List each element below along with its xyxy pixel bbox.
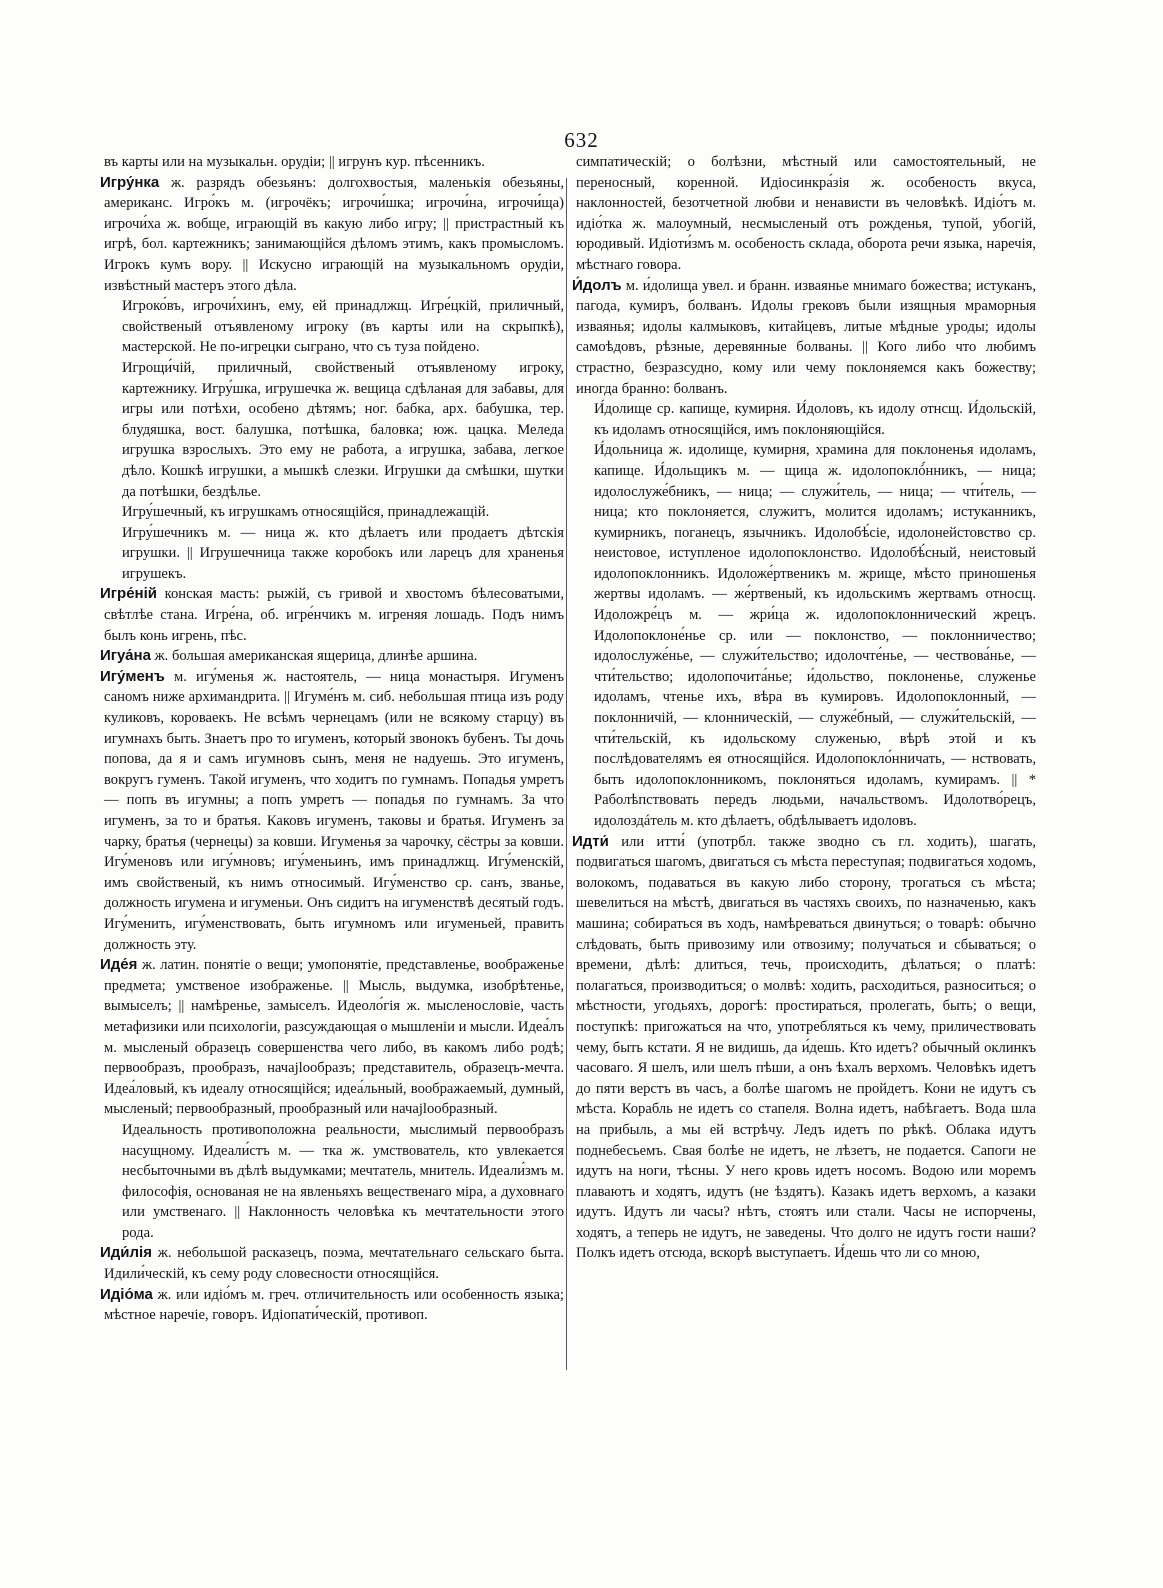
right-column	[572, 152, 1036, 1264]
entry-idioma	[100, 1285, 564, 1326]
left-column	[100, 152, 564, 1326]
entry-text: м. и́долища увел. и бранн. изваянье мнимаго божества; истуканъ, пагода, кумиръ, болванъ. Идолы грековъ были изящныя мраморныя изваянья; идолы калмыковъ, китайцевъ, литые мѣдные уроды; идолы самоѣдовъ, рѣзные, деревянные болваны. || Кого либо что любимъ страстно, безразсудно, кому или чему поклоняемся какъ божеству; иногда бранно: болванъ.	[576, 277, 1036, 397]
headword: Иде́я	[100, 956, 138, 974]
page-number: 632	[564, 128, 599, 152]
entry-text: Игру́шечный, къ игрушкамъ относящійся, принадлежащій.	[122, 504, 490, 521]
entry-igumen	[100, 667, 564, 955]
entry-text: И́долище ср. капище, кумирня. И́доловъ, къ идолу отнсщ. И́дольскій, къ идоламъ относящійся, имъ поклоняющійся.	[594, 401, 1036, 438]
entry-idol	[572, 276, 1036, 400]
entry-idti	[572, 832, 1036, 1264]
entry-igreniy	[100, 584, 564, 646]
headword: Игуа́на	[100, 647, 151, 665]
entry-igrushechnik	[104, 523, 564, 585]
headword: И́долъ	[572, 276, 622, 294]
entry-text: И́дольница ж. идолище, кумирня, храмина для поклоненья идоламъ, капище. И́дольщикъ м. — щица ж. идолопоклó́нникъ, — ница; идолослуже́бникъ, — ница; — служи́тель, — ница; — чти́тель, — ница; кто поклоняется, служитъ, молится идоламъ; истуканникъ, кумирникъ, поганецъ, язычникъ. Идолобѣ́сіе, идолонейстовство ср. неистовое, иступленое идолопоклонство. Идолобѣ́сный, неистовый идолопоклонникъ. Идоложе́ртвеникъ м. жрище, мѣсто приношенья жертвы идоламъ. — же́ртвеный, къ идольскимъ жертвамъ относщ. Идоложре́цъ м. — жри́ца ж. идолопоклоннический жрецъ. Идолопоклоне́нье ср. или — поклонство, — поклонничество; идолослуже́нье, — служи́тельство; идолочте́нье, — чествова́нье, — чти́тельство; идолопочита́нье; и́дольство, поклоненье, служенье идоламъ, чтенье ихъ, вѣра въ кумировъ. Идолопоклонный, — поклонничій, — клонническій, — служе́бный, — служи́тельскій, — чти́тельскій, къ идольскому служенью, вѣрѣ этой и къ послѣдователямъ ея относящійся. Идолопокло́нничать, — нствовать, быть идолопоклонникомъ, поклоняться идоламъ, кумирамъ. || * Раболѣпствовать передъ людьми, начальствомъ. Идолотво́рецъ, идолоздáтель м. кто дѣлаетъ, обдѣлываетъ идоловъ.	[594, 442, 1036, 829]
entry-text: Идеальность противоположна реальности, мыслимый первообразъ насущному. Идеали́стъ м. — тка ж. умствователь, кто увлекается несбыточными въ дѣлѣ выдумками; мечтатель, мнитель. Идеали́змъ м. философія, основаная не на явленьяхъ вещественаго міра, а духовнаго или умственаго. || Наклонность человѣка къ мечтательности этого рода.	[122, 1121, 564, 1241]
headword: Игру́нка	[100, 173, 160, 191]
entry-igrunka	[100, 173, 564, 297]
entry-text: или итти́ (употрбл. также зводно съ гл. ходить), шагать, подвигаться шагомъ, двигаться съ мѣста переступая; подвигаться ходомъ, волокомъ, подаваться въ какую либо сторону, трогаться съ мѣста; шевелиться на мѣстѣ, двигаться въ частяхъ своихъ, по назначенью, какъ машина; собираться въ ходъ, намѣреваться двинуться; о товарѣ: обычно слѣдовать, быть привозиму или отвозиму; получаться и сбываться; о времени, дѣлѣ: длиться, течь, происходить, дѣлаться; о платѣ: полагаться, производиться; о молвѣ: ходить, расходиться, разноситься; о мѣстности, угодьяхъ, дорогѣ: простираться, пролегать, быть; о вещи, поступкѣ: пригожаться на что, употребляться къ чему, приличествовать чему, быть кстати. Я не видишь, да и́дешь. Кто идетъ? обычный оклинкъ часоваго. Я шелъ, или шелъ пѣши, а онъ ѣхалъ верхомъ. Человѣкъ идетъ до пяти верстъ въ часъ, а болѣе шагомъ не пройдетъ. Кони не идутъ съ мѣста. Корабль не идетъ со стапеля. Волна идетъ, набѣгаетъ. Вода шла на прибыль, а мы ей встрѣчу. Ледъ идетъ по рѣкѣ. Облака идутъ поднебесьемъ. Свая болѣе не идетъ, не лѣзетъ, не подается. Сапоги не идутъ на ноги, тѣсны. У него кровь идетъ носомъ. Водою или моремъ плаваютъ и ходятъ, идутъ (не ѣздятъ). Казакъ идетъ верхомъ, а казаки идутъ. Идутъ ли часы? нѣтъ, стоятъ или стали. Часы не испорчены, ходятъ, а теперь не идутъ, не заведены. Что долго не идутъ гости наши? Полкъ идетъ отсюда, вскорѣ выступаетъ. И́дешь что ли со мною,	[576, 833, 1036, 1262]
entry-ideya	[100, 955, 564, 1120]
entry-idolnitsa	[576, 440, 1036, 831]
headword: Идіо́ма	[100, 1285, 153, 1303]
entry-text: Игрощи́чій, приличный, свойственый отъявленому игроку, картежнику. Игру́шка, игрушечка ж. вещица сдѣланая для забавы, для игры или потѣхи, особено дѣтямъ; ног. бабка, арх. бабушка, тер. блудяшка, вост. балушка, потѣшка, баловка; юж. цацка. Меледа игрушка взрослыхъ. Это ему не работа, а игрушка, забава, легкое дѣло. Кошкѣ игрушки, а мышкѣ слезки. Игрушки да смѣшки, шутки да потѣшки, бездѣлье.	[122, 359, 564, 500]
entry-continuation	[104, 152, 564, 173]
entry-text: Игроко́въ, игрочи́хинъ, ему, ей принадлжщ. Игре́цкій, приличный, свойственый отъявленому игроку (въ карты или на скрыпкѣ), мастерской. Не по-игрецки сыграно, что съ туза пойдено.	[122, 298, 564, 356]
headword: Иди́лія	[100, 1244, 152, 1262]
entry-text: въ карты или на музыкальн. орудiи; || игрунъ кур. пѣсенникъ.	[104, 154, 485, 170]
entry-igroshchichiy	[104, 358, 564, 502]
entry-idealnost	[104, 1120, 564, 1244]
entry-text: ж. или идіо́мъ м. греч. отличительность или особенность языка; мѣстное наречіе, говоръ. Идіопати́ческій, противоп.	[104, 1286, 564, 1324]
entry-iguana	[100, 646, 564, 667]
entry-igrokov	[104, 296, 564, 358]
entry-text: ж. латин. понятіе о вещи; умопонятіе, представленье, воображенье предмета; умственое изображенье. || Мысль, выдумка, изобрѣтенье, вымыселъ; || намѣренье, замыселъ. Идеоло́гія ж. мысленословіе, часть метафизики или психологіи, разсуждающая о мышленіи и мысли. Идеа́лъ м. мысленый образецъ совершенства чего либо, въ какомъ либо родѣ; первообразъ, прообразъ, начаjlообразъ; представитель, образецъ-мечта. Идеа́ловый, къ идеалу относящійся; идеа́льный, воображаемый, думный, мысленый; первообразный, прообразный или начаjlообразный.	[104, 957, 564, 1118]
entry-text: м. игу́менья ж. настоятель, — ница монастыря. Игуменъ саномъ ниже архимандрита. || Игуме́нъ м. сиб. небольшая птица изъ роду куликовъ, короваекъ. Не всѣмъ чернецамъ (или не всякому старцу) въ игумнахъ быть. Знаетъ про то игуменъ, который звонокъ бубенъ. Ты дочь попова, да я и самъ игумновъ сынъ, меня не надуешь. Это игуменъ, вокругъ гуменъ. Такой игуменъ, что ходитъ по гумнамъ. Попадья умретъ — попъ въ игумны; а попъ умретъ — попадья по гумнамъ. За что игуменъ, за то и братья. Каковъ игуменъ, таковы и братья. Игуменъ за чарку, братья (чернецы) за ковши. Игуменья за чарочку, сёстры за ковши. Игу́меновъ или игу́мновъ; игу́меньинъ, имъ принадлжщ. Игу́менскій, имъ свойственый, къ нимъ относимый. Игу́менство ср. санъ, званье, должность игумена и игуменьи. Онъ сидитъ на игуменствѣ десятый годъ. Игу́менить, игу́менствовать, быть игумномъ или игуменьей, править должность эту.	[104, 668, 564, 953]
entry-text: Игру́шечникъ м. — ница ж. кто дѣлаетъ или продаетъ дѣтскія игрушки. || Игрушечница также коробокъ или ларецъ для храненья игрушекъ.	[122, 524, 564, 582]
entry-text: ж. небольшой расказецъ, поэма, мечтательнаго сельскаго быта. Идили́ческій, къ сему роду словесности относящійся.	[104, 1245, 564, 1283]
entry-text: конская масть: рыжій, съ гривой и хвостомъ бѣлесоватыми, свѣтлѣе стана. Игре́на, об. игре́нчикъ м. игреняя лошадь. Подъ нимъ былъ конь игрень, пѣс.	[104, 586, 564, 644]
entry-igrushechnyy	[104, 502, 564, 523]
entry-idolishche	[576, 399, 1036, 440]
entry-text: ж. разрядъ обезьянъ: долгохвостыя, маленькія обезьяны, американс. Игро́къ м. (игрочёкъ; игрочи́шка; игрочи́на, игрочи́ща) игрочи́ха ж. вобще, играющій въ какую либо игру; || пристрастный къ игрѣ, бол. картежникъ; занимающійся дѣломъ этимъ, какъ промысломъ. Игрокъ кумъ вору. || Искусно играющій на музыкальномъ орудіи, извѣстный мастеръ этого дѣла.	[104, 174, 564, 294]
entry-text: ж. большая американская ящерица, длинѣе аршина.	[150, 648, 478, 665]
entry-idiliya	[100, 1243, 564, 1284]
headword: Игу́менъ	[100, 667, 165, 685]
headword: Идти́	[572, 832, 609, 850]
headword: Игре́ній	[100, 585, 157, 603]
entry-continuation	[576, 152, 1036, 276]
column-divider	[566, 178, 567, 1370]
entry-text: симпатическій; о болѣзни, мѣстный или самостоятельный, не переносный, коренной. Идіосинкра́зія ж. особеность вкуса, наклонностей, безотчетной любви и ненависти въ человѣкѣ. Идіо́тъ м. идіо́тка ж. малоумный, несмысленый отъ рожденья, тупой, убогій, юродивый. Идіоти́змъ м. особеность склада, оборота речи языка, наречія, мѣстнаго говора.	[576, 154, 1036, 273]
